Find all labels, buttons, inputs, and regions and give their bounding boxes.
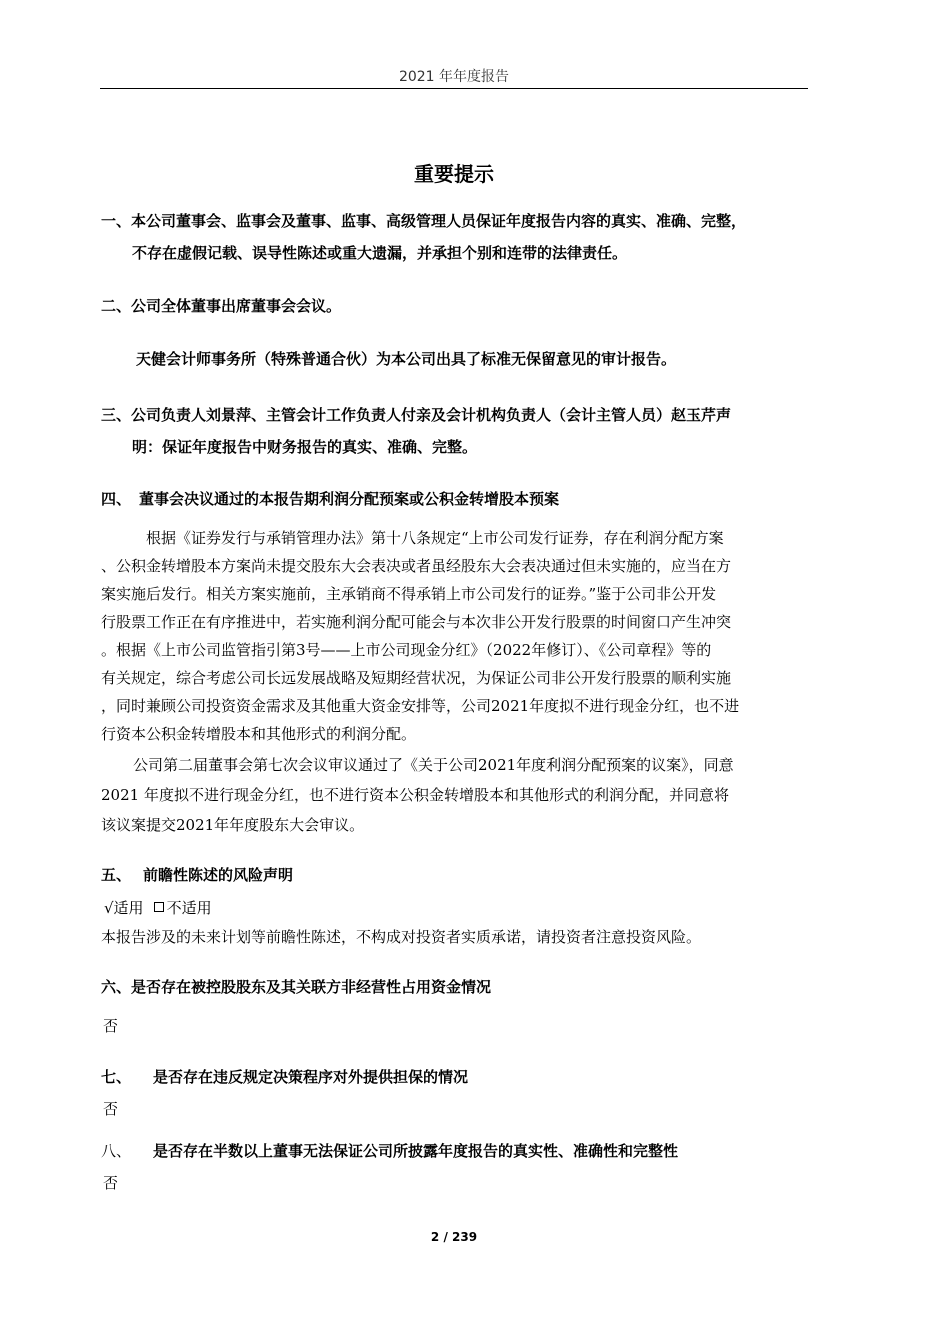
section-6-answer: 否 bbox=[103, 1017, 119, 1035]
section-2-number: 二、 bbox=[101, 297, 132, 315]
section-7-number: 七、 bbox=[101, 1068, 132, 1086]
applicability-options bbox=[104, 897, 212, 918]
section-8-heading bbox=[101, 1140, 678, 1161]
section-4-paragraph-1-line: 案实施后发行。相关方案实施前，主承销商不得承销上市公司发行的证券。”鉴于公司非公开发 bbox=[101, 585, 717, 603]
section-7-heading bbox=[101, 1066, 468, 1087]
section-2-text: 公司全体董事出席董事会会议。 bbox=[131, 297, 342, 315]
section-2-line-1 bbox=[101, 295, 341, 316]
section-4-number: 四、 bbox=[101, 490, 132, 508]
unchecked-box-icon bbox=[154, 902, 164, 912]
section-6-heading bbox=[101, 976, 491, 997]
section-1-line-2: 不存在虚假记载、误导性陈述或重大遗漏，并承担个别和连带的法律责任。 bbox=[132, 244, 628, 262]
section-4-title: 董事会决议通过的本报告期利润分配预案或公积金转增股本预案 bbox=[139, 490, 560, 508]
section-4-heading bbox=[101, 488, 559, 509]
forward-looking-statement: 本报告涉及的未来计划等前瞻性陈述，不构成对投资者实质承诺，请投资者注意投资风险。 bbox=[101, 928, 702, 946]
section-6-title: 是否存在被控股股东及其关联方非经营性占用资金情况 bbox=[131, 978, 492, 996]
section-4-paragraph-1-line: 有关规定，综合考虑公司长远发展战略及短期经营状况，为保证公司非公开发行股票的顺利实施 bbox=[101, 669, 732, 687]
section-3-number: 三、 bbox=[101, 406, 132, 424]
page-number: 2 / 239 bbox=[430, 1230, 478, 1244]
section-5-title: 前瞻性陈述的风险声明 bbox=[143, 866, 294, 884]
section-4-paragraph-1-line: 、公积金转增股本方案尚未提交股东大会表决或者虽经股东大会表决通过但未实施的，应当在方 bbox=[101, 557, 732, 575]
applicable-option: √适用 bbox=[104, 899, 144, 917]
section-8-answer: 否 bbox=[103, 1174, 119, 1192]
section-4-paragraph-1-line: 行股票工作正在有序推进中，若实施利润分配可能会与本次非公开发行股票的时间窗口产生冲突 bbox=[101, 613, 732, 631]
section-5-heading bbox=[101, 864, 293, 885]
section-1-line-1 bbox=[101, 210, 746, 231]
page-header: 2021 年年度报告 bbox=[398, 69, 510, 85]
section-4-paragraph-1-line: 行资本公积金转增股本和其他形式的利润分配。 bbox=[101, 725, 417, 743]
section-7-title: 是否存在违反规定决策程序对外提供担保的情况 bbox=[153, 1068, 469, 1086]
not-applicable-option: 不适用 bbox=[166, 899, 212, 917]
section-1-text: 本公司董事会、监事会及董事、监事、高级管理人员保证年度报告内容的真实、准确、完整， bbox=[131, 212, 747, 230]
section-4-paragraph-1-line: 。根据《上市公司监管指引第3号——上市公司现金分红》（2022年修订）、《公司章程》等的 bbox=[101, 641, 712, 659]
section-6-number: 六、 bbox=[101, 978, 132, 996]
section-4-paragraph-2-line: 公司第二届董事会第七次会议审议通过了《关于公司2021年度利润分配预案的议案》，同意 bbox=[133, 756, 734, 774]
section-4-paragraph-2-line: 该议案提交2021年年度股东大会审议。 bbox=[101, 816, 365, 834]
header-divider bbox=[100, 88, 808, 89]
section-4-paragraph-1-line: ，同时兼顾公司投资资金需求及其他重大资金安排等，公司2021年度拟不进行现金分红，也不进 bbox=[101, 697, 740, 715]
section-3-line-1 bbox=[101, 404, 731, 425]
section-3-text: 公司负责人刘景萍、主管会计工作负责人付亲及会计机构负责人（会计主管人员）赵玉芹声 bbox=[131, 406, 732, 424]
section-8-number: 八、 bbox=[101, 1142, 132, 1160]
page-title: 重要提示 bbox=[414, 162, 494, 186]
section-7-answer: 否 bbox=[103, 1100, 119, 1118]
section-8-title: 是否存在半数以上董事无法保证公司所披露年度报告的真实性、准确性和完整性 bbox=[153, 1142, 679, 1160]
section-4-paragraph-1-line: 根据《证券发行与承销管理办法》第十八条规定“上市公司发行证券，存在利润分配方案 bbox=[146, 529, 724, 547]
section-4-paragraph-2-line: 2021 年度拟不进行现金分红，也不进行资本公积金转增股本和其他形式的利润分配，并同意将 bbox=[101, 786, 729, 804]
section-5-number: 五、 bbox=[101, 866, 132, 884]
auditor-statement: 天健会计师事务所（特殊普通合伙）为本公司出具了标准无保留意见的审计报告。 bbox=[136, 350, 677, 368]
section-3-line-2: 明：保证年度报告中财务报告的真实、准确、完整。 bbox=[132, 438, 478, 456]
section-1-number: 一、 bbox=[101, 212, 132, 230]
